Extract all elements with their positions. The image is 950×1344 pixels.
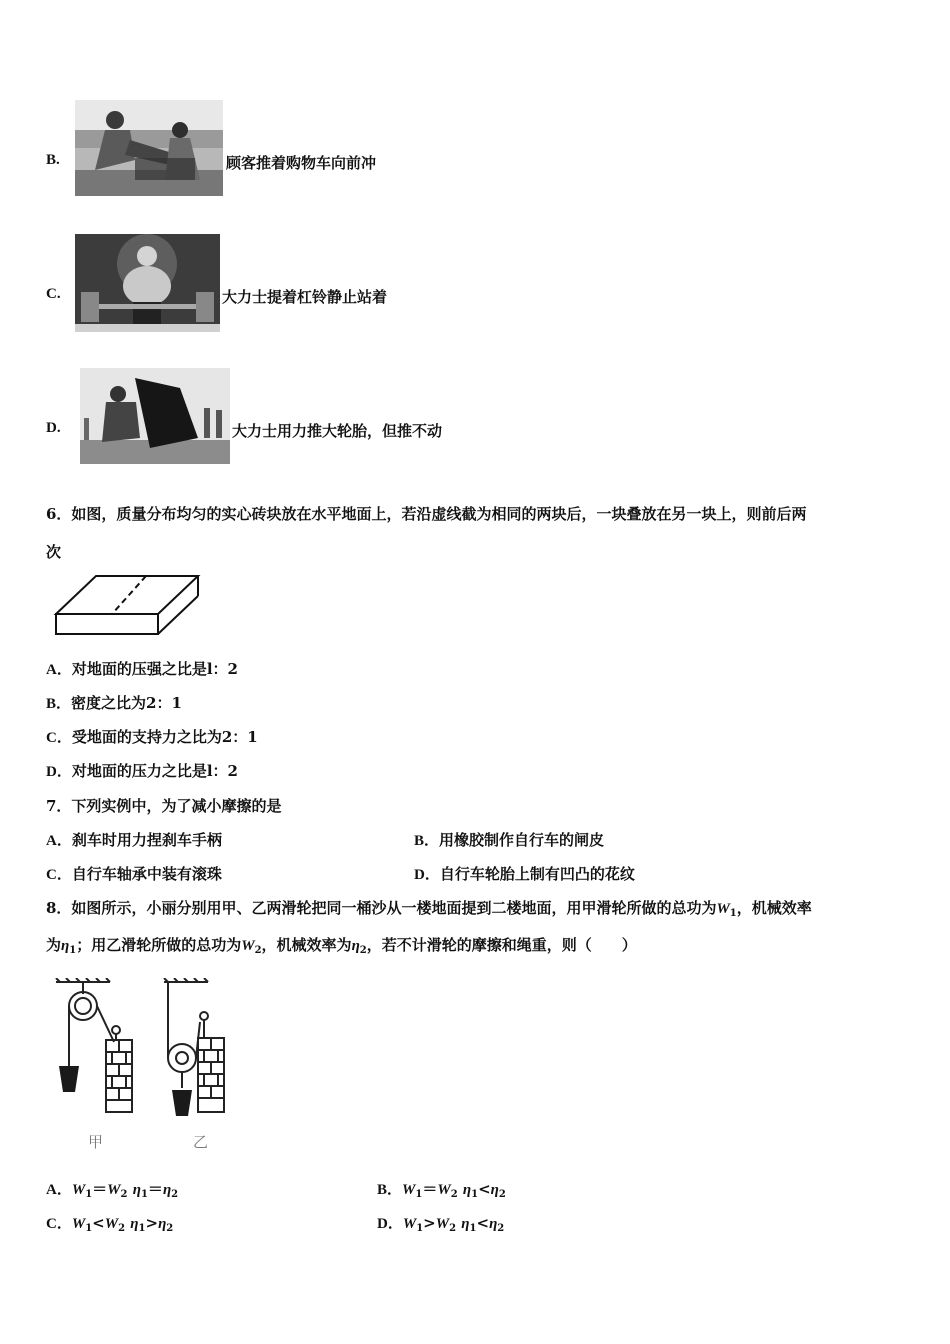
- q7-option-b: B．用橡胶制作自行车的闸皮: [414, 831, 605, 849]
- q5-option-d-text: 大力士用力推大轮胎，但推不动: [232, 422, 443, 440]
- q5-option-c-letter: C.: [46, 286, 61, 302]
- q5-option-b-letter: B.: [46, 152, 60, 168]
- q7-option-c: C．自行车轴承中装有滚珠: [46, 865, 222, 883]
- q6-option-d: D．对地面的压力之比是l：2: [46, 762, 238, 780]
- q5-option-b-text: 顾客推着购物车向前冲: [226, 154, 377, 172]
- q7-stem: 7．下列实例中，为了减小摩擦的是: [46, 797, 282, 815]
- pulley-label-jia: 甲: [88, 1133, 104, 1151]
- tire-push-photo: [80, 368, 230, 464]
- q5-option-c-text: 大力士提着杠铃静止站着: [222, 288, 388, 306]
- q6-stem-line2: 次: [46, 543, 62, 561]
- pulley-label-yi: 乙: [193, 1133, 209, 1151]
- q6-option-b: B．密度之比为2：1: [46, 694, 182, 712]
- q8-option-c: C．$W_1<W_2$ $\eta_1>\eta_2$: [46, 1214, 174, 1234]
- q8-option-d: D．$W_1>W_2$ $\eta_1<\eta_2$: [377, 1214, 505, 1234]
- q8-stem-line1: 8．如图所示，小丽分别用甲、乙两滑轮把同一桶沙从一楼地面提到二楼地面，用甲滑轮所做的总功为$W_1$，机械效率: [46, 899, 812, 919]
- q6-option-c: C．受地面的支持力之比为2：1: [46, 728, 258, 746]
- q6-stem-line1: 6．如图，质量分布均匀的实心砖块放在水平地面上，若沿虚线截为相同的两块后，一块叠放在另一块上，则前后两: [46, 505, 807, 523]
- q7-option-d: D．自行车轮胎上制有凹凸的花纹: [414, 865, 635, 883]
- pulley-diagram: [48, 978, 233, 1153]
- shopping-cart-photo: [75, 100, 223, 196]
- weightlifter-photo: [75, 234, 220, 332]
- q5-option-d-letter: D.: [46, 420, 61, 436]
- q8-stem-line2: 为$\eta_1$；用乙滑轮所做的总功为$W_2$，机械效率为$\eta_2$，若不计滑轮的摩擦和绳重，则（ ）: [46, 936, 637, 956]
- q8-option-a: A．$W_1=W_2$ $\eta_1=\eta_2$: [46, 1180, 179, 1200]
- q8-option-b: B．$W_1=W_2$ $\eta_1<\eta_2$: [377, 1180, 506, 1200]
- q7-option-a: A．刹车时用力捏刹车手柄: [46, 831, 222, 849]
- brick-diagram: [50, 570, 210, 640]
- q6-option-a: A．对地面的压强之比是l：2: [46, 660, 238, 678]
